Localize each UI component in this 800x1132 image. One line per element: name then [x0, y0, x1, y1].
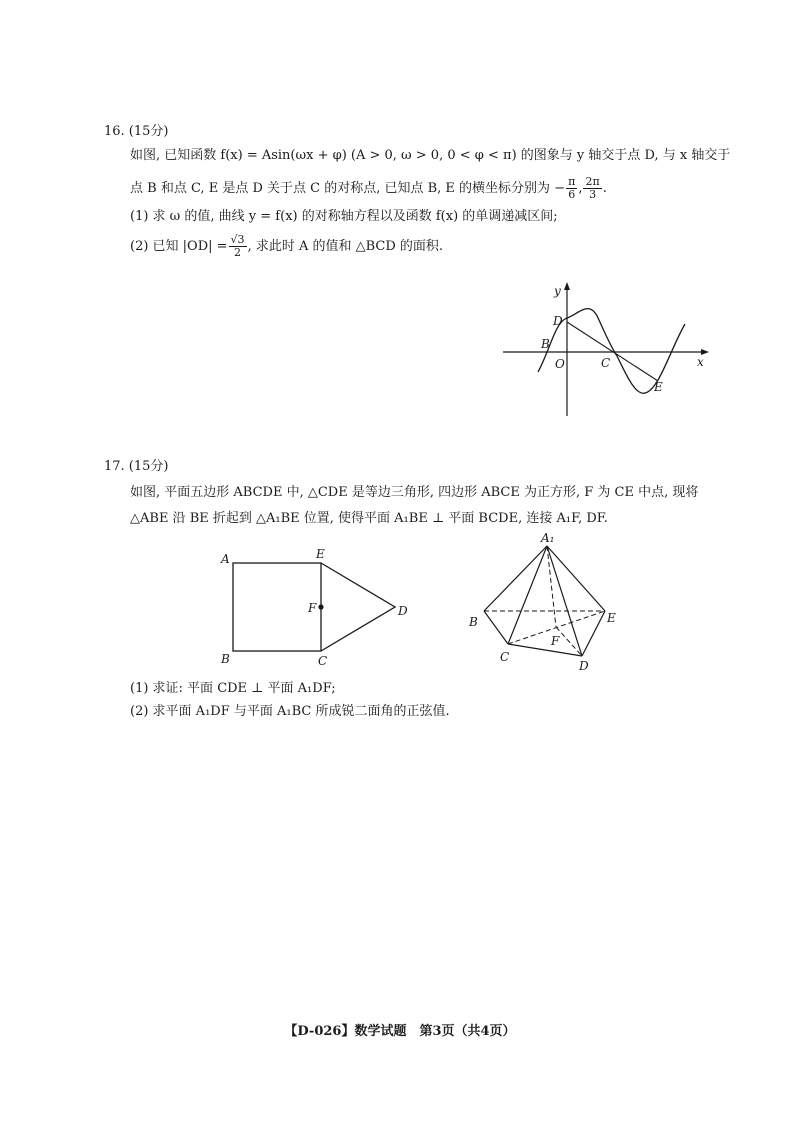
point-f: [318, 604, 323, 609]
q16-header: 16. (15分): [104, 124, 169, 139]
fig1-label-e: E: [316, 547, 325, 561]
frac2-numerator: 2π: [585, 175, 600, 188]
q17-line1: 如图, 平面五边形 ABCDE 中, △CDE 是等边三角形, 四边形 ABCE 为正方形, F 为 CE 中点, 现将: [130, 485, 699, 500]
fig2-label-b: B: [469, 615, 478, 629]
q16-part2-post: , 求此时 A 的值和 △BCD 的面积.: [247, 239, 444, 254]
fig2-label-e: E: [607, 611, 616, 625]
graph-label-e: E: [654, 380, 663, 394]
graph-label-y: y: [554, 284, 561, 298]
q16-line2-pre: 点 B 和点 C, E 是点 D 关于点 C 的对称点, 已知点 B, E 的横坐标分别为 −: [130, 181, 566, 196]
q16-part1: (1) 求 ω 的值, 曲线 y = f(x) 的对称轴方程以及函数 f(x) 的单调递减区间;: [130, 209, 558, 224]
frac1-denominator: 6: [568, 188, 576, 201]
frac-separator: ,: [578, 181, 583, 196]
fig2-label-c: C: [500, 650, 510, 664]
graph-label-b: B: [541, 337, 550, 351]
fig1-label-b: B: [221, 652, 230, 666]
q17-pentagon-figure: [215, 545, 415, 675]
fig2-label-f: F: [551, 634, 560, 648]
y-axis: [564, 282, 570, 416]
q16-sine-graph: [495, 280, 720, 420]
fraction-2pi-over-3: [583, 176, 601, 201]
frac2-denominator: 3: [589, 188, 597, 201]
q17-part2: (2) 求平面 A₁DF 与平面 A₁BC 所成锐二面角的正弦值.: [130, 704, 450, 719]
q16-line1: 如图, 已知函数 f(x) = Asin(ωx + φ) (A > 0, ω > 0, 0 < φ < π) 的图象与 y 轴交于点 D, 与 x 轴交于: [130, 148, 731, 163]
fig1-label-f: F: [308, 601, 317, 615]
q17-part1: (1) 求证: 平面 CDE ⊥ 平面 A₁DF;: [130, 681, 336, 696]
frac1-numerator: π: [568, 175, 576, 188]
q16-part2-pre: (2) 已知 |OD| =: [130, 239, 228, 254]
hidden-edges: [484, 546, 605, 656]
triangle-cde: [321, 563, 395, 651]
q16-part2: [130, 234, 443, 259]
page-footer: 【D-026】数学试题 第3页（共4页）: [284, 1024, 516, 1039]
fig2-label-d: D: [579, 659, 589, 673]
q16-line2-post: .: [602, 181, 607, 196]
graph-label-o: O: [555, 357, 565, 371]
q17-folded-figure: [462, 530, 627, 675]
graph-label-x: x: [697, 355, 704, 369]
solid-edges: [484, 546, 605, 656]
fig2-label-a1: A₁: [541, 531, 555, 545]
graph-label-d: D: [553, 314, 563, 328]
fraction-sqrt3-over-2: [229, 234, 247, 259]
fig1-label-a: A: [221, 552, 230, 566]
fraction-pi-over-6: [566, 176, 577, 201]
q16-line2: [130, 176, 607, 201]
graph-label-c: C: [601, 356, 611, 370]
x-axis: [503, 349, 709, 355]
q17-header: 17. (15分): [104, 459, 169, 474]
frac3-denominator: 2: [234, 246, 242, 259]
fig1-label-c: C: [318, 654, 328, 668]
q17-line2: △ABE 沿 BE 折起到 △A₁BE 位置, 使得平面 A₁BE ⊥ 平面 BCDE, 连接 A₁F, DF.: [130, 511, 608, 526]
frac3-numerator: √3: [230, 233, 245, 246]
fig1-label-d: D: [398, 604, 408, 618]
